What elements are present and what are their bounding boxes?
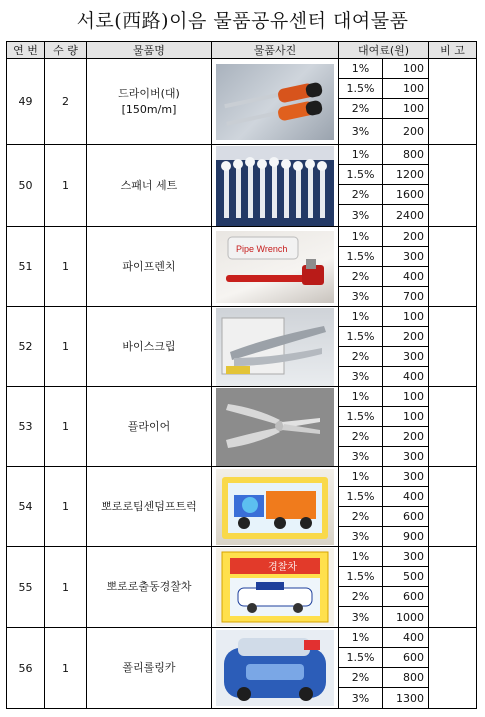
toy-police-car-photo bbox=[212, 547, 339, 628]
rental-fee: 400 bbox=[383, 367, 429, 387]
rental-fee: 100 bbox=[383, 407, 429, 427]
rental-rate: 1% bbox=[339, 467, 383, 487]
rental-fee: 100 bbox=[383, 99, 429, 119]
rental-rate: 1% bbox=[339, 387, 383, 407]
rental-fee: 1200 bbox=[383, 165, 429, 185]
rental-items-table bbox=[6, 41, 477, 709]
item-name bbox=[87, 467, 212, 547]
rental-rate: 3% bbox=[339, 447, 383, 467]
item-name-line1: 플라이어 bbox=[127, 419, 171, 433]
spanner-set-photo bbox=[212, 145, 339, 227]
item-name bbox=[87, 547, 212, 628]
rental-rate: 1% bbox=[339, 547, 383, 567]
rental-rate: 2% bbox=[339, 267, 383, 287]
item-quantity: 1 bbox=[45, 387, 87, 467]
item-number: 52 bbox=[7, 307, 45, 387]
rental-rate: 1.5% bbox=[339, 648, 383, 668]
rate-row bbox=[7, 547, 477, 567]
rental-fee: 800 bbox=[383, 668, 429, 688]
rental-rate: 1.5% bbox=[339, 487, 383, 507]
rental-fee: 100 bbox=[383, 307, 429, 327]
rental-fee: 300 bbox=[383, 547, 429, 567]
header-row bbox=[7, 42, 477, 59]
header-photo: 물품사진 bbox=[212, 42, 339, 59]
item-note bbox=[429, 227, 477, 307]
item-name-line1: 바이스크립 bbox=[122, 339, 176, 353]
item-note bbox=[429, 467, 477, 547]
item-quantity: 1 bbox=[45, 227, 87, 307]
item-name bbox=[87, 227, 212, 307]
toy-rolling-car-photo bbox=[212, 628, 339, 709]
rental-fee: 300 bbox=[383, 467, 429, 487]
item-name bbox=[87, 628, 212, 709]
page-title: 서로(西路)이음 물품공유센터 대여물품 bbox=[76, 10, 409, 32]
svg-text:Pipe Wrench: Pipe Wrench bbox=[236, 243, 288, 254]
rental-rate: 3% bbox=[339, 287, 383, 307]
item-name-line1: 뽀로로출동경찰차 bbox=[106, 580, 192, 593]
item-quantity: 1 bbox=[45, 467, 87, 547]
rental-fee: 1000 bbox=[383, 607, 429, 628]
rental-rate: 2% bbox=[339, 99, 383, 119]
rate-row bbox=[7, 227, 477, 247]
rental-rate: 3% bbox=[339, 119, 383, 145]
rental-fee: 1300 bbox=[383, 688, 429, 709]
rental-fee: 200 bbox=[383, 119, 429, 145]
vise-grip-photo bbox=[212, 307, 339, 387]
rental-fee: 2400 bbox=[383, 205, 429, 227]
rate-row bbox=[7, 307, 477, 327]
item-note bbox=[429, 547, 477, 628]
rental-rate: 2% bbox=[339, 427, 383, 447]
rental-rate: 1.5% bbox=[339, 567, 383, 587]
rental-rate: 2% bbox=[339, 507, 383, 527]
rental-rate: 1% bbox=[339, 59, 383, 79]
rental-rate: 3% bbox=[339, 688, 383, 709]
rental-rate: 3% bbox=[339, 607, 383, 628]
rental-fee: 900 bbox=[383, 527, 429, 547]
header-qty: 수 량 bbox=[45, 42, 87, 59]
rental-fee: 1600 bbox=[383, 185, 429, 205]
header-name: 물품명 bbox=[87, 42, 212, 59]
rental-rate: 1.5% bbox=[339, 165, 383, 185]
item-name bbox=[87, 387, 212, 467]
rate-row bbox=[7, 628, 477, 648]
item-number: 55 bbox=[7, 547, 45, 628]
item-name-line2: [150m/m] bbox=[121, 102, 177, 116]
item-number: 53 bbox=[7, 387, 45, 467]
item-name-line1: 스패너 세트 bbox=[120, 178, 178, 192]
header-fee: 대여료(원) bbox=[339, 42, 429, 59]
header-no: 연 번 bbox=[7, 42, 45, 59]
rental-rate: 1% bbox=[339, 628, 383, 648]
rental-fee: 300 bbox=[383, 347, 429, 367]
rental-fee: 700 bbox=[383, 287, 429, 307]
rental-fee: 300 bbox=[383, 447, 429, 467]
item-quantity: 1 bbox=[45, 547, 87, 628]
rental-rate: 3% bbox=[339, 205, 383, 227]
rental-rate: 1.5% bbox=[339, 407, 383, 427]
rental-fee: 800 bbox=[383, 145, 429, 165]
item-note bbox=[429, 59, 477, 145]
toy-dump-truck-photo bbox=[212, 467, 339, 547]
rate-row bbox=[7, 145, 477, 165]
rental-rate: 1% bbox=[339, 307, 383, 327]
item-quantity: 1 bbox=[45, 145, 87, 227]
rate-row bbox=[7, 59, 477, 79]
rental-rate: 1% bbox=[339, 227, 383, 247]
screwdriver-photo bbox=[212, 59, 339, 145]
rental-rate: 1% bbox=[339, 145, 383, 165]
rental-rate: 1.5% bbox=[339, 327, 383, 347]
svg-text:경찰차: 경찰차 bbox=[268, 562, 297, 573]
rental-fee: 400 bbox=[383, 267, 429, 287]
item-name-line1: 폴리롤링카 bbox=[122, 661, 176, 674]
item-number: 56 bbox=[7, 628, 45, 709]
rental-fee: 100 bbox=[383, 387, 429, 407]
pipe-wrench-photo bbox=[212, 227, 339, 307]
rental-fee: 400 bbox=[383, 628, 429, 648]
rental-rate: 3% bbox=[339, 367, 383, 387]
rental-fee: 200 bbox=[383, 427, 429, 447]
rental-rate: 2% bbox=[339, 347, 383, 367]
rate-row bbox=[7, 467, 477, 487]
pliers-photo bbox=[212, 387, 339, 467]
rental-fee: 300 bbox=[383, 247, 429, 267]
rental-fee: 400 bbox=[383, 487, 429, 507]
item-quantity: 2 bbox=[45, 59, 87, 145]
rental-rate: 2% bbox=[339, 587, 383, 607]
item-number: 51 bbox=[7, 227, 45, 307]
rental-fee: 100 bbox=[383, 79, 429, 99]
item-note bbox=[429, 628, 477, 709]
rental-fee: 200 bbox=[383, 327, 429, 347]
item-name bbox=[87, 59, 212, 145]
rental-fee: 600 bbox=[383, 507, 429, 527]
rental-fee: 500 bbox=[383, 567, 429, 587]
rental-fee: 600 bbox=[383, 648, 429, 668]
rental-fee: 100 bbox=[383, 59, 429, 79]
rental-fee: 200 bbox=[383, 227, 429, 247]
item-note bbox=[429, 387, 477, 467]
item-note bbox=[429, 307, 477, 387]
rental-rate: 2% bbox=[339, 185, 383, 205]
header-note: 비 고 bbox=[429, 42, 477, 59]
item-name-line1: 파이프렌치 bbox=[122, 259, 176, 273]
item-quantity: 1 bbox=[45, 628, 87, 709]
item-number: 54 bbox=[7, 467, 45, 547]
item-note bbox=[429, 145, 477, 227]
rental-rate: 2% bbox=[339, 668, 383, 688]
item-name-line1: 드라이버(대) bbox=[118, 86, 180, 100]
item-quantity: 1 bbox=[45, 307, 87, 387]
item-name-line1: 뽀로로팀센덤프트럭 bbox=[101, 499, 197, 513]
item-name bbox=[87, 145, 212, 227]
rate-row bbox=[7, 387, 477, 407]
item-name bbox=[87, 307, 212, 387]
rental-rate: 3% bbox=[339, 527, 383, 547]
rental-rate: 1.5% bbox=[339, 79, 383, 99]
item-number: 50 bbox=[7, 145, 45, 227]
rental-fee: 600 bbox=[383, 587, 429, 607]
rental-rate: 1.5% bbox=[339, 247, 383, 267]
item-number: 49 bbox=[7, 59, 45, 145]
